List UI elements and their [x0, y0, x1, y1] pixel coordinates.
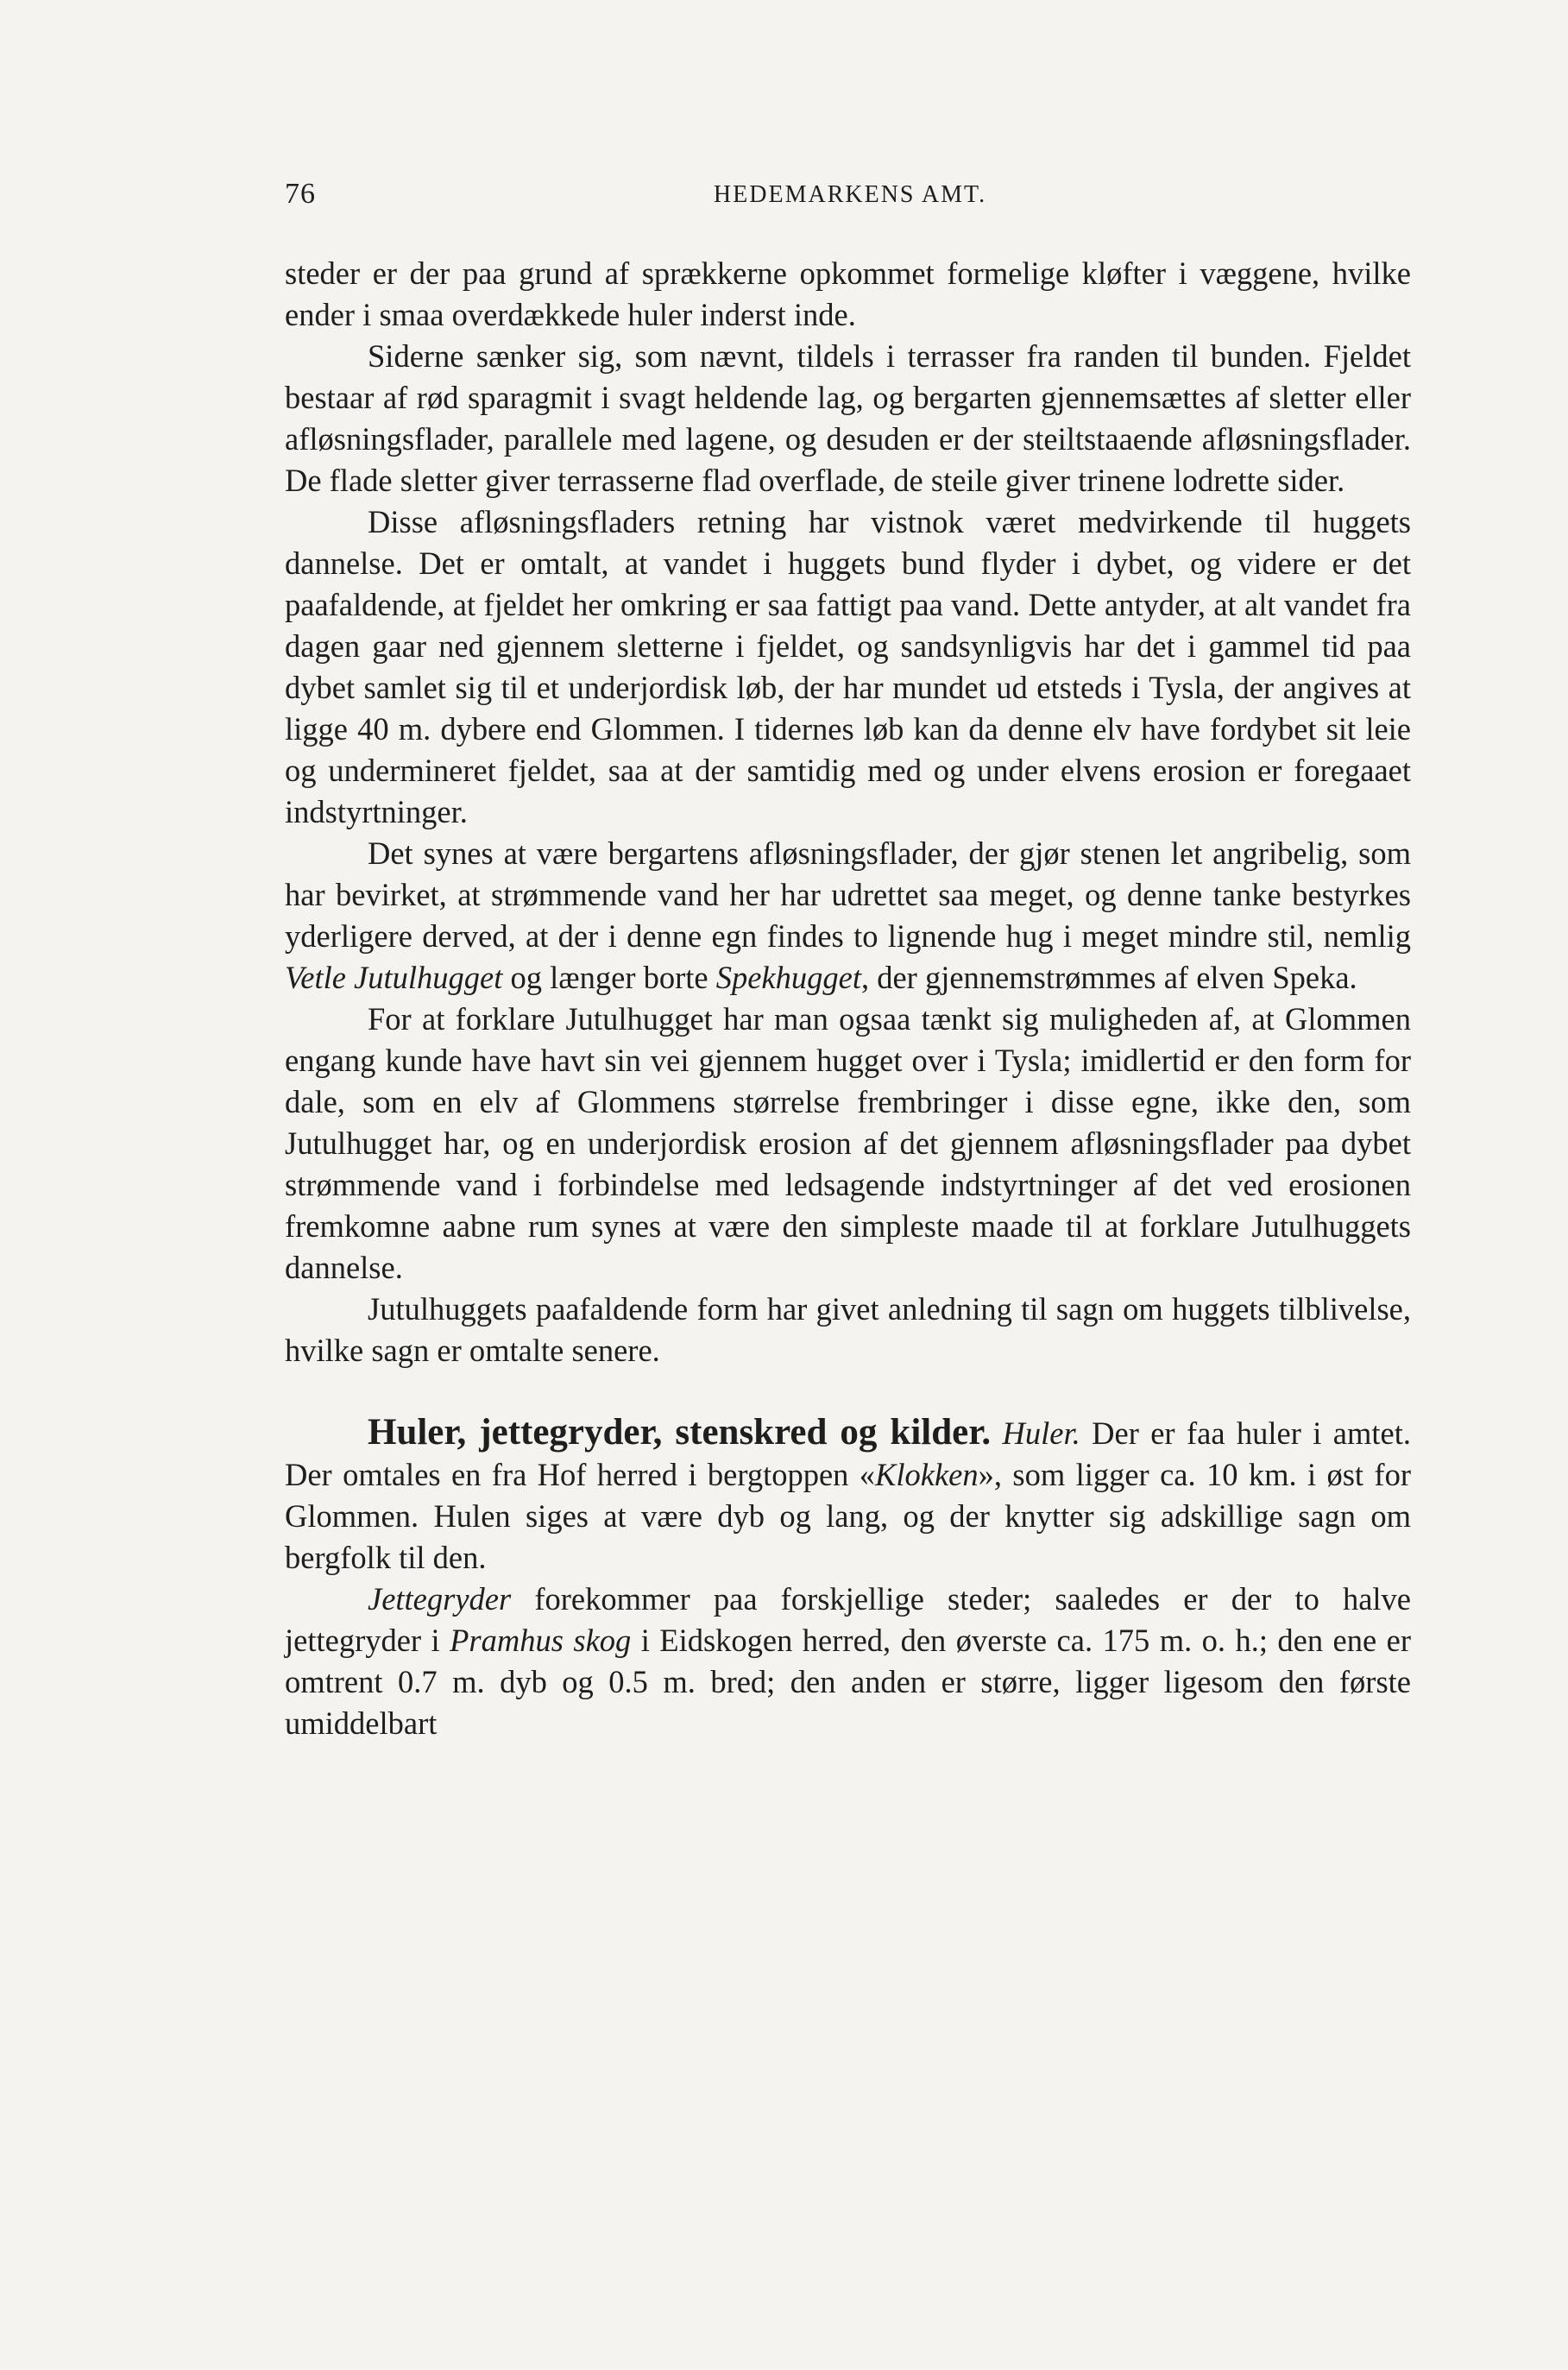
paragraph-det-synes — [285, 833, 1411, 999]
paragraph-disse: Disse afløsningsfladers retning har vistnok været medvirkende til huggets dannelse. Det er omtalt, at vandet i huggets bund flyder i dybet, og videre er det paafaldende, at fjeldet her omkring er saa fattigt paa vand. Dette antyder, at alt vandet fra dagen gaar ned gjennem sletterne i fjeldet, og sandsynligvis har det i gammel tid paa dybet samlet sig til et underjordisk løb, der har mundet ud etsteds i Tysla, der angives at ligge 40 m. dybere end Glommen. I tidernes løb kan da denne elv have fordybet sit leie og undermineret fjeldet, saa at der samtidig med og under elvens erosion er foregaaet indstyrtninger. — [285, 504, 1411, 829]
paragraph-huler — [285, 1412, 1411, 1579]
paragraph-text: », som ligger ca. 10 km. i øst for Glommen. Hulen siges at være dyb og lang, og der knytter sig adskillige sagn om bergfolk til den. — [285, 1457, 1411, 1575]
italic-place-pramhus-skog: Pramhus skog — [450, 1623, 632, 1658]
paragraph-text: , der gjennemstrømmes af elven Speka. — [860, 960, 1357, 995]
italic-name-spekhugget: Spekhugget — [715, 960, 861, 995]
paragraph-text: forekommer paa forskjellige steder; saaledes er der to halve jettegryder i — [285, 1581, 1411, 1658]
subsection-label-huler: Huler. — [1002, 1415, 1080, 1451]
paragraph-text: og længer borte — [502, 960, 716, 995]
body-text — [285, 253, 1411, 1744]
running-title: HEDEMARKENS AMT. — [713, 181, 987, 208]
paragraph-text: i Eidskogen herred, den øverste ca. 175 m. o. h.; den ene er omtrent 0.7 m. dyb og 0.5 m. bred; den anden er større, ligger ligesom den første umiddelbart — [285, 1623, 1411, 1741]
paragraph-text: Det synes at være bergartens afløsningsflader, der gjør stenen let angribelig, som har bevirket, at strømmende vand her har udrettet saa meget, og denne tanke bestyrkes yderligere derved, at der i denne egn findes to lignende hug i meget mindre stil, nemlig — [285, 835, 1411, 954]
italic-name-vetle-jutulhugget: Vetle Jutulhugget — [285, 960, 503, 995]
italic-term-jettegryder: Jettegryder — [368, 1581, 512, 1617]
paragraph-siderne: Siderne sænker sig, som nævnt, tildels i terrasser fra randen til bunden. Fjeldet bestaar af rød sparagmit i svagt heldende lag, og bergarten gjennemsættes af sletter eller afløsningsflader, parallele med lagene, og desuden er der steiltstaaende afløsningsflader. De flade sletter giver terrasserne flad overflade, de steile giver trinene lodrette sider. — [285, 338, 1411, 498]
page-number: 76 — [285, 178, 316, 210]
paragraph-continued: steder er der paa grund af sprækkerne opkommet formelige kløfter i væggene, hvilke ender i smaa overdækkede huler inderst inde. — [285, 255, 1411, 332]
paragraph-text: Der er faa huler i amtet. Der omtales en fra Hof herred i bergtoppen « — [285, 1415, 1412, 1492]
italic-name-klokken: Klokken — [875, 1457, 979, 1492]
paragraph-sagn: Jutulhuggets paafaldende form har givet anledning til sagn om huggets tilblivelse, hvilke sagn er omtalte senere. — [285, 1291, 1411, 1368]
section-spacer — [285, 1371, 1411, 1412]
paragraph-for-at-forklare: For at forklare Jutulhugget har man ogsaa tænkt sig muligheden af, at Glommen engang kunde have havt sin vei gjennem hugget over i Tysla; imidlertid er den form for dale, som en elv af Glommens størrelse frembringer i disse egne, ikke den, som Jutulhugget har, og en underjordisk erosion af det gjennem afløsningsflader paa dybet strømmende vand i forbindelse med ledsagende indstyrtninger af det ved erosionen fremkomne aabne rum synes at være den simpleste maade til at forklare Jutulhuggets dannelse. — [285, 1001, 1411, 1285]
section-heading: Huler, jettegryder, stenskred og kilder. — [368, 1412, 992, 1453]
page-header — [285, 178, 1415, 221]
paragraph-jettegryder — [285, 1579, 1411, 1744]
